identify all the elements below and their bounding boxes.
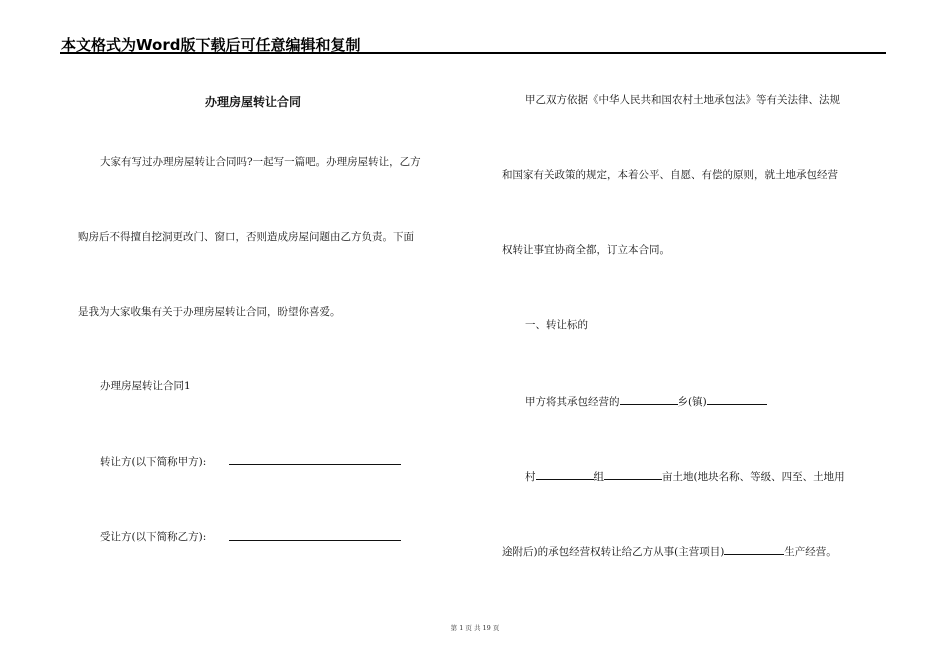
town-name-blank (707, 393, 767, 405)
left-paragraph-line-1: 大家有写过办理房屋转让合同吗?一起写一篇吧。办理房屋转让，乙方 (100, 156, 421, 168)
party-a-blank (229, 464, 401, 465)
document-title: 办理房屋转让合同 (205, 95, 302, 109)
transfer-line-1 (525, 393, 767, 409)
transfer-line-3-text-b: 生产经营。 (784, 546, 837, 558)
transfer-line-2 (525, 468, 845, 484)
page-footer: 第 1 页 共 19 页 (450, 624, 500, 632)
transfer-line-2-text-b: 组 (593, 471, 604, 483)
right-paragraph-line-2: 和国家有关政策的规定，本着公平、自愿、有偿的原则，就土地承包经营 (502, 169, 838, 181)
left-paragraph-line-3: 是我为大家收集有关于办理房屋转让合同，盼望你喜爱。 (78, 306, 341, 318)
transfer-line-1-text-b: 乡(镇) (677, 396, 707, 408)
party-a-label: 转让方(以下简称甲方): (100, 456, 207, 468)
left-paragraph-line-2: 购房后不得擅自挖洞更改门、窗口，否则造成房屋问题由乙方负责。下面 (78, 231, 414, 243)
transfer-line-2-text-a: 村 (525, 471, 536, 483)
party-b-blank (229, 540, 401, 541)
right-paragraph-line-1: 甲乙双方依据《中华人民共和国农村土地承包法》等有关法律、法规 (525, 94, 840, 106)
party-b-label: 受让方(以下简称乙方): (100, 531, 207, 543)
village-blank (536, 468, 594, 480)
transfer-line-2-text-c: 亩土地(地块名称、等级、四至、土地用 (662, 471, 845, 483)
header-divider (60, 52, 886, 54)
project-blank (724, 543, 784, 555)
transfer-line-3-text-a: 途附后)的承包经营权转让给乙方从事(主营项目) (502, 546, 725, 558)
section-heading-1: 一、转让标的 (525, 319, 588, 331)
area-blank (604, 468, 662, 480)
transfer-line-1-text-a: 甲方将其承包经营的 (525, 396, 620, 408)
header-title: 本文格式为Word版下载后可任意编辑和复制 (61, 36, 361, 54)
contract-subtitle: 办理房屋转让合同1 (100, 380, 191, 392)
right-paragraph-line-3: 权转让事宜协商全都，订立本合同。 (502, 244, 670, 256)
township-blank (620, 393, 678, 405)
transfer-line-3 (502, 543, 837, 559)
